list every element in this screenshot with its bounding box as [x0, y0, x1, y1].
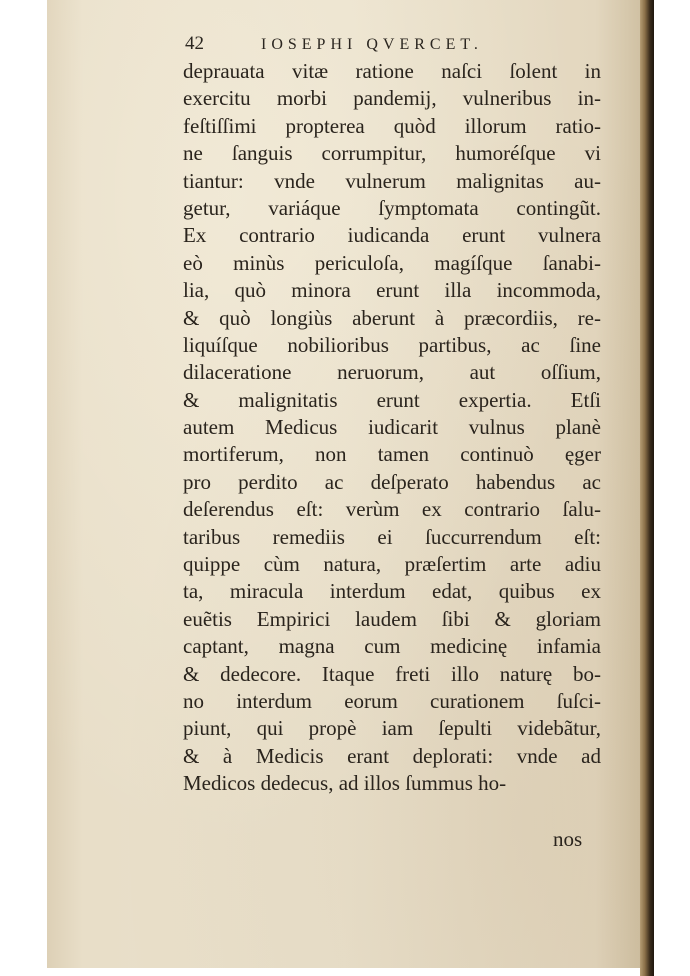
text-line: exercitu morbi pandemij, vulneribus in- — [183, 86, 601, 111]
text-line: ta, miracula interdum edat, quibus ex — [183, 579, 601, 604]
text-line: deprauata vitæ ratione naſci ſolent in — [183, 59, 601, 83]
text-line: no interdum eorum curationem ſuſci- — [183, 688, 601, 713]
text-line: Medicos dedecus, ad illos ſummus ho- — [183, 771, 507, 796]
text-line: mortiferum, non tamen continuò ęger — [183, 442, 601, 467]
text-line: piunt, qui propè iam ſepulti videbãtur, — [183, 716, 601, 741]
page-header — [185, 31, 605, 57]
text-line: captant, magna cum medicinę infamia — [183, 634, 601, 659]
catchword: nos — [553, 827, 583, 851]
text-line: dilaceratione neruorum, aut oſſium, — [183, 360, 601, 385]
text-line: liquíſque nobilioribus partibus, ac ſine — [183, 332, 601, 357]
text-line: quippe cùm natura, præſertim arte adiu — [183, 552, 601, 577]
text-line: deſerendus eſt: verùm ex contrario ſalu- — [183, 497, 601, 522]
page-number: 42 — [185, 33, 204, 54]
running-head: IOSEPHI QVERCET. — [261, 36, 483, 53]
text-line: lia, quò minora erunt illa incommoda, — [183, 278, 601, 303]
text-line: & à Medicis erant deplorati: vnde ad — [183, 743, 601, 768]
book-gutter — [640, 0, 654, 976]
body-text — [183, 58, 601, 798]
text-line: tiantur: vnde vulnerum malignitas au- — [183, 168, 601, 193]
text-line: pro perdito ac deſperato habendus ac — [183, 469, 601, 494]
text-line: feſtiſſimi propterea quòd illorum ratio- — [183, 113, 601, 138]
text-line: euẽtis Empirici laudem ſibi & gloriam — [183, 606, 601, 631]
text-line: taribus remediis ei ſuccurrendum eſt: — [183, 524, 601, 549]
text-line: autem Medicus iudicarit vulnus planè — [183, 415, 601, 440]
text-line: Ex contrario iudicanda erunt vulnera — [183, 223, 601, 248]
text-line: eò minùs periculoſa, magíſque ſanabi- — [183, 250, 601, 275]
text-line: & malignitatis erunt expertia. Etſi — [183, 387, 601, 412]
text-line: getur, variáque ſymptomata contingũt. — [183, 195, 601, 220]
text-line: & quò longiùs aberunt à præcordiis, re- — [183, 305, 601, 330]
text-line: & dedecore. Itaque freti illo naturę bo- — [183, 661, 601, 686]
text-line: ne ſanguis corrumpitur, humoréſque vi — [183, 141, 601, 166]
